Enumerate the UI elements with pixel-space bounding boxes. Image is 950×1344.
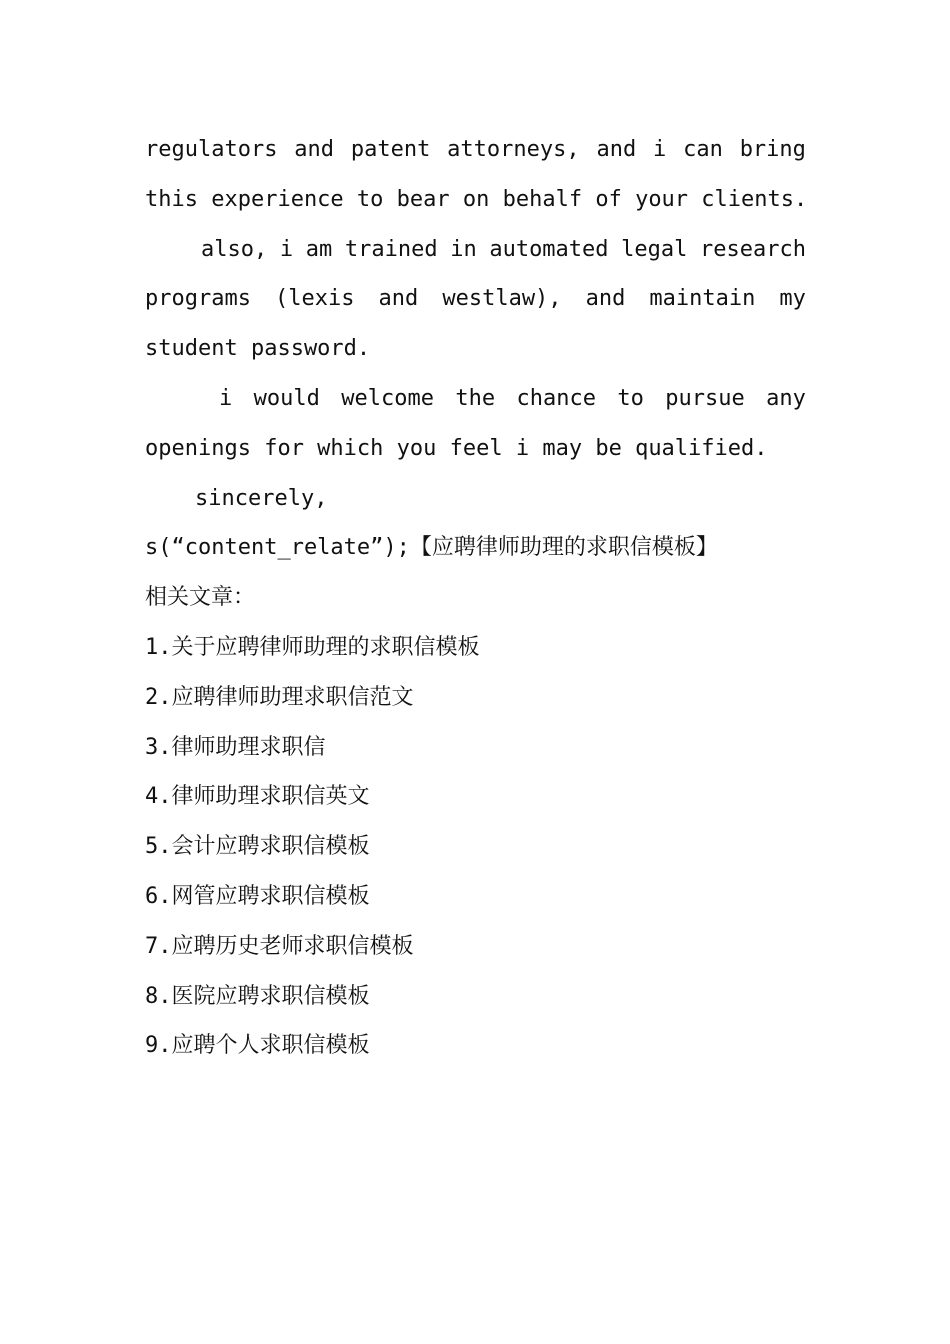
paragraph-line: openings for which you feel i may be qualified. [145,435,768,461]
word: am [305,236,333,262]
related-link[interactable]: 1.关于应聘律师助理的求职信模板 [145,634,480,660]
word: welcome [341,385,434,411]
paragraph-line: this experience to bear on behalf of your clients. [145,186,808,212]
word: any [766,385,806,411]
word: and [585,286,626,312]
word: to [617,385,644,411]
word: maintain [649,286,756,312]
word: research [700,236,806,262]
word: also, [201,236,268,262]
paragraph-line [145,225,806,275]
paragraph-line [145,125,806,175]
word: i [653,137,667,162]
word: attorneys, [447,137,580,162]
word: westlaw), [442,286,562,312]
word: i [219,385,233,411]
word: trained [344,236,438,262]
word: programs [145,286,251,312]
related-link[interactable]: 4.律师助理求职信英文 [145,784,370,810]
document-body [145,125,806,1071]
word: i [279,236,294,262]
word: and [378,286,419,312]
word: pursue [665,385,745,411]
word: my [779,286,806,312]
related-script-line: s(“content_relate”);【应聘律师助理的求职信模板】 [145,535,718,561]
paragraph-line: student password. [145,336,371,362]
closing: sincerely, [195,485,328,511]
related-link[interactable]: 3.律师助理求职信 [145,734,326,760]
related-link[interactable]: 5.会计应聘求职信模板 [145,834,370,860]
word: legal [621,236,688,262]
word: can [683,137,723,162]
word: automated [489,236,609,262]
related-link[interactable]: 2.应聘律师助理求职信范文 [145,684,414,710]
word: and [294,137,335,162]
related-link[interactable]: 7.应聘历史老师求职信模板 [145,933,414,959]
word: and [596,137,637,162]
word: regulators [145,137,278,162]
related-link[interactable]: 9.应聘个人求职信模板 [145,1033,370,1059]
related-heading: 相关文章： [145,585,256,611]
related-list [145,623,806,1071]
word: bring [739,137,806,162]
related-link[interactable]: 8.医院应聘求职信模板 [145,983,370,1009]
word: patent [350,137,431,162]
word: would [253,385,320,411]
word: chance [516,385,596,411]
word: in [450,236,477,262]
word: (lexis [275,286,355,312]
related-link[interactable]: 6.网管应聘求职信模板 [145,883,370,909]
paragraph-line [145,274,806,324]
word: the [455,385,496,411]
paragraph-line [145,374,806,424]
